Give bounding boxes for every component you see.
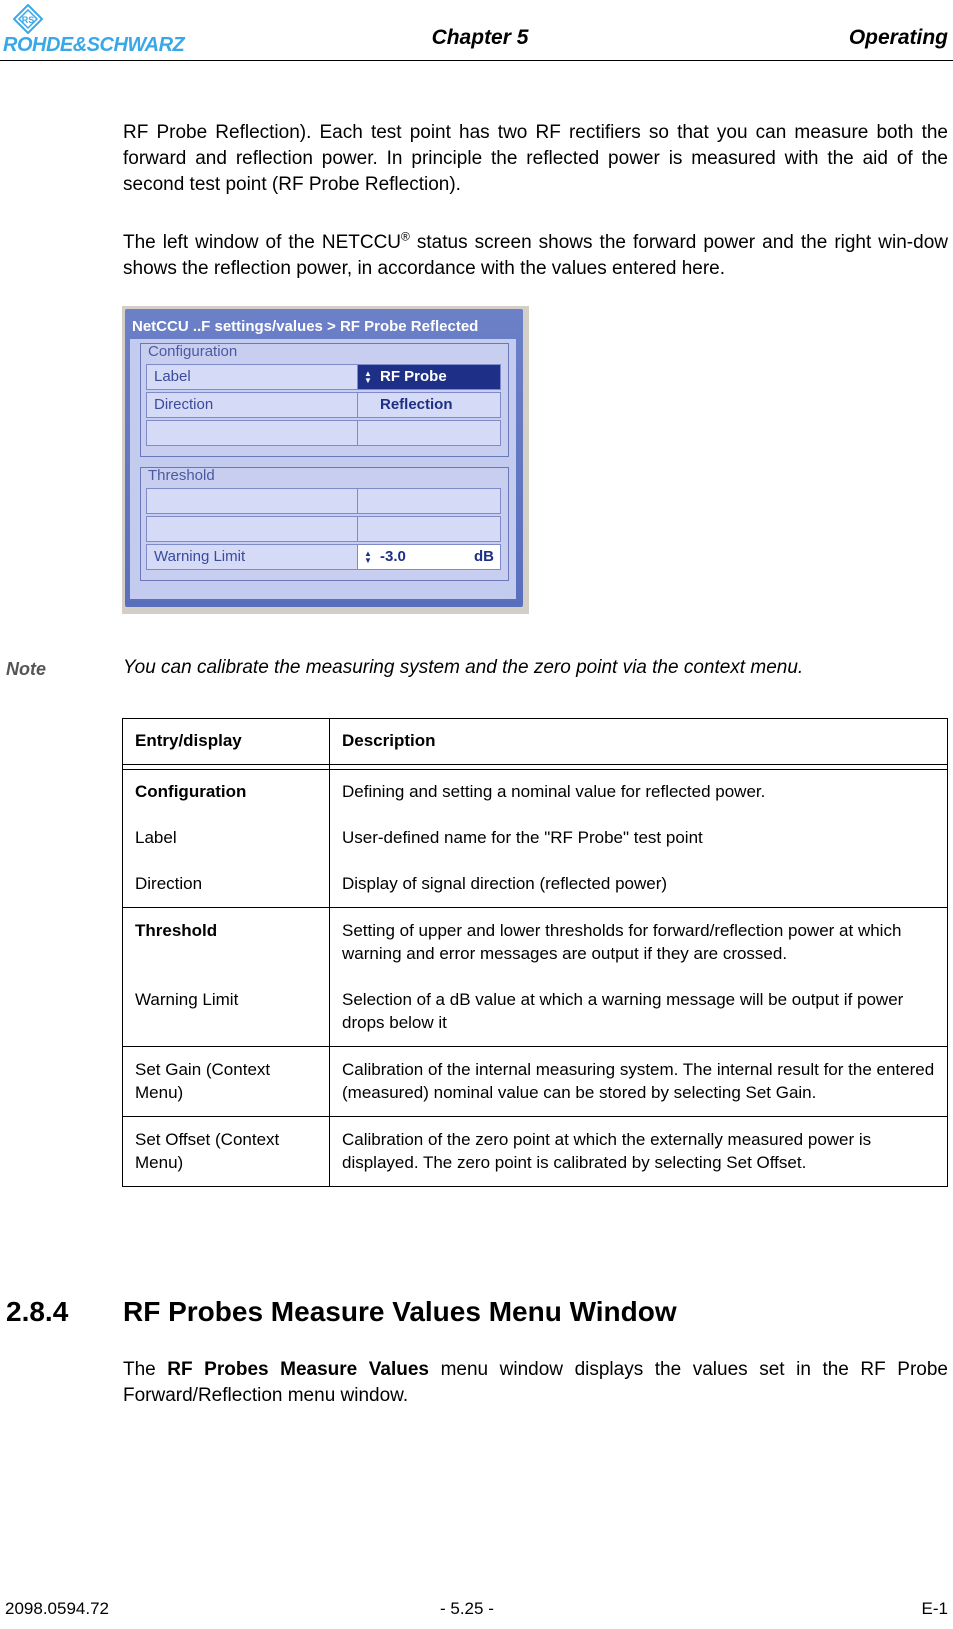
rohde-schwarz-diamond-icon (13, 4, 43, 34)
window-body (130, 339, 516, 599)
logo-text: ROHDE&SCHWARZ (3, 34, 185, 56)
table-cell-desc: User-defined name for the "RF Probe" test point (342, 828, 703, 847)
footer-page-number: - 5.25 - (440, 1599, 494, 1618)
table-row (123, 849, 948, 908)
configuration-group (140, 343, 509, 457)
footer-edition: E-1 (921, 1599, 948, 1618)
paragraph-intro: RF Probe Reflection). Each test point has two RF rectifiers so that you can measure both the forward and reflection power. In principle the reflected power is measured with the aid of the second test point (RF Probe Reflection). (123, 122, 948, 195)
table-cell-entry: Configuration (123, 770, 330, 804)
svg-text:RS: RS (21, 15, 35, 25)
rohde-schwarz-logo (3, 4, 225, 56)
header-rule (0, 60, 953, 61)
label-value-field[interactable] (358, 365, 500, 389)
header-section: Operating (848, 26, 948, 49)
section-body-bold: RF Probes Measure Values (167, 1359, 430, 1380)
threshold-group (140, 467, 509, 581)
warning-limit-value: -3.0 (380, 548, 406, 565)
table-cell-desc: Selection of a dB value at which a warning message will be output if power drops below it (342, 990, 904, 1032)
table-row (123, 908, 948, 966)
label-row[interactable] (146, 364, 501, 390)
configuration-empty-row (146, 420, 501, 446)
table-row (123, 1117, 948, 1187)
table-cell-desc: Calibration of the zero point at which the externally measured power is displayed. The zero point is calibrated by selecting Set Offset. (342, 1130, 872, 1172)
table-cell-entry: Direction (123, 849, 330, 908)
table-header-row (123, 719, 948, 765)
settings-window (125, 309, 523, 607)
rf-probe-reflected-screenshot (122, 306, 529, 614)
note-text: You can calibrate the measuring system and the zero point via the context menu. (123, 657, 804, 678)
configuration-group-label: Configuration (148, 343, 238, 360)
table-row (123, 965, 948, 1047)
threshold-group-label: Threshold (148, 467, 215, 484)
section-number: 2.8.4 (6, 1296, 69, 1327)
label-value: RF Probe (380, 368, 447, 385)
section-body-after: menu window displays the values set in the RF Probe Forward/Reflection menu window. (123, 1359, 948, 1406)
section-title: RF Probes Measure Values Menu Window (123, 1296, 677, 1327)
threshold-empty-row-1 (146, 488, 501, 514)
footer-doc-number: 2098.0594.72 (5, 1599, 109, 1618)
label-row-label: Label (154, 368, 191, 385)
table-header-entry: Entry/display (123, 719, 330, 765)
threshold-empty-row-2 (146, 516, 501, 542)
direction-row-label: Direction (154, 396, 214, 413)
table-cell-entry: Warning Limit (123, 965, 330, 1047)
registered-mark: ® (401, 229, 410, 244)
spinner-icon[interactable]: ▲ ▼ (364, 369, 372, 385)
spinner-icon[interactable]: ▲ ▼ (364, 549, 372, 565)
note-label: Note (6, 659, 46, 679)
table-header-description: Description (342, 731, 436, 750)
window-title: NetCCU ..F settings/values > RF Probe Reflected (132, 318, 479, 335)
paragraph-netccu (123, 230, 948, 282)
table-cell-desc: Defining and setting a nominal value for reflected power. (342, 782, 766, 801)
table-row (123, 1047, 948, 1117)
entry-description-table (122, 718, 948, 1187)
direction-value-field[interactable] (358, 393, 500, 417)
table-cell-entry: Set Gain (Context Menu) (123, 1047, 330, 1117)
header-chapter: Chapter 5 (431, 26, 529, 49)
table-row (123, 770, 948, 804)
table-cell-desc: Display of signal direction (reflected power) (342, 874, 668, 893)
warning-limit-unit: dB (474, 548, 494, 565)
table-cell-entry: Label (123, 803, 330, 849)
paragraph-netccu-before: The left window of the NETCCU (123, 232, 402, 253)
warning-limit-label: Warning Limit (154, 548, 246, 565)
direction-row[interactable] (146, 392, 501, 418)
table-row (123, 803, 948, 849)
direction-value: Reflection (380, 396, 453, 413)
table-cell-entry: Set Offset (Context Menu) (123, 1117, 330, 1187)
warning-limit-row[interactable] (146, 544, 501, 570)
section-body (123, 1357, 948, 1409)
paragraph-netccu-after: status screen shows the forward power and the right win-dow shows the reflection power, in accordance with the values entered here. (123, 232, 948, 279)
warning-limit-field[interactable] (358, 545, 500, 569)
table-cell-desc: Setting of upper and lower thresholds for forward/reflection power at which warning and error messages are output if they are crossed. (342, 921, 902, 963)
section-body-before: The (123, 1359, 168, 1380)
table-cell-desc: Calibration of the internal measuring system. The internal result for the entered (measured) nominal value can be stored by selecting Set Gain. (342, 1060, 935, 1102)
table-cell-entry: Threshold (123, 908, 330, 966)
